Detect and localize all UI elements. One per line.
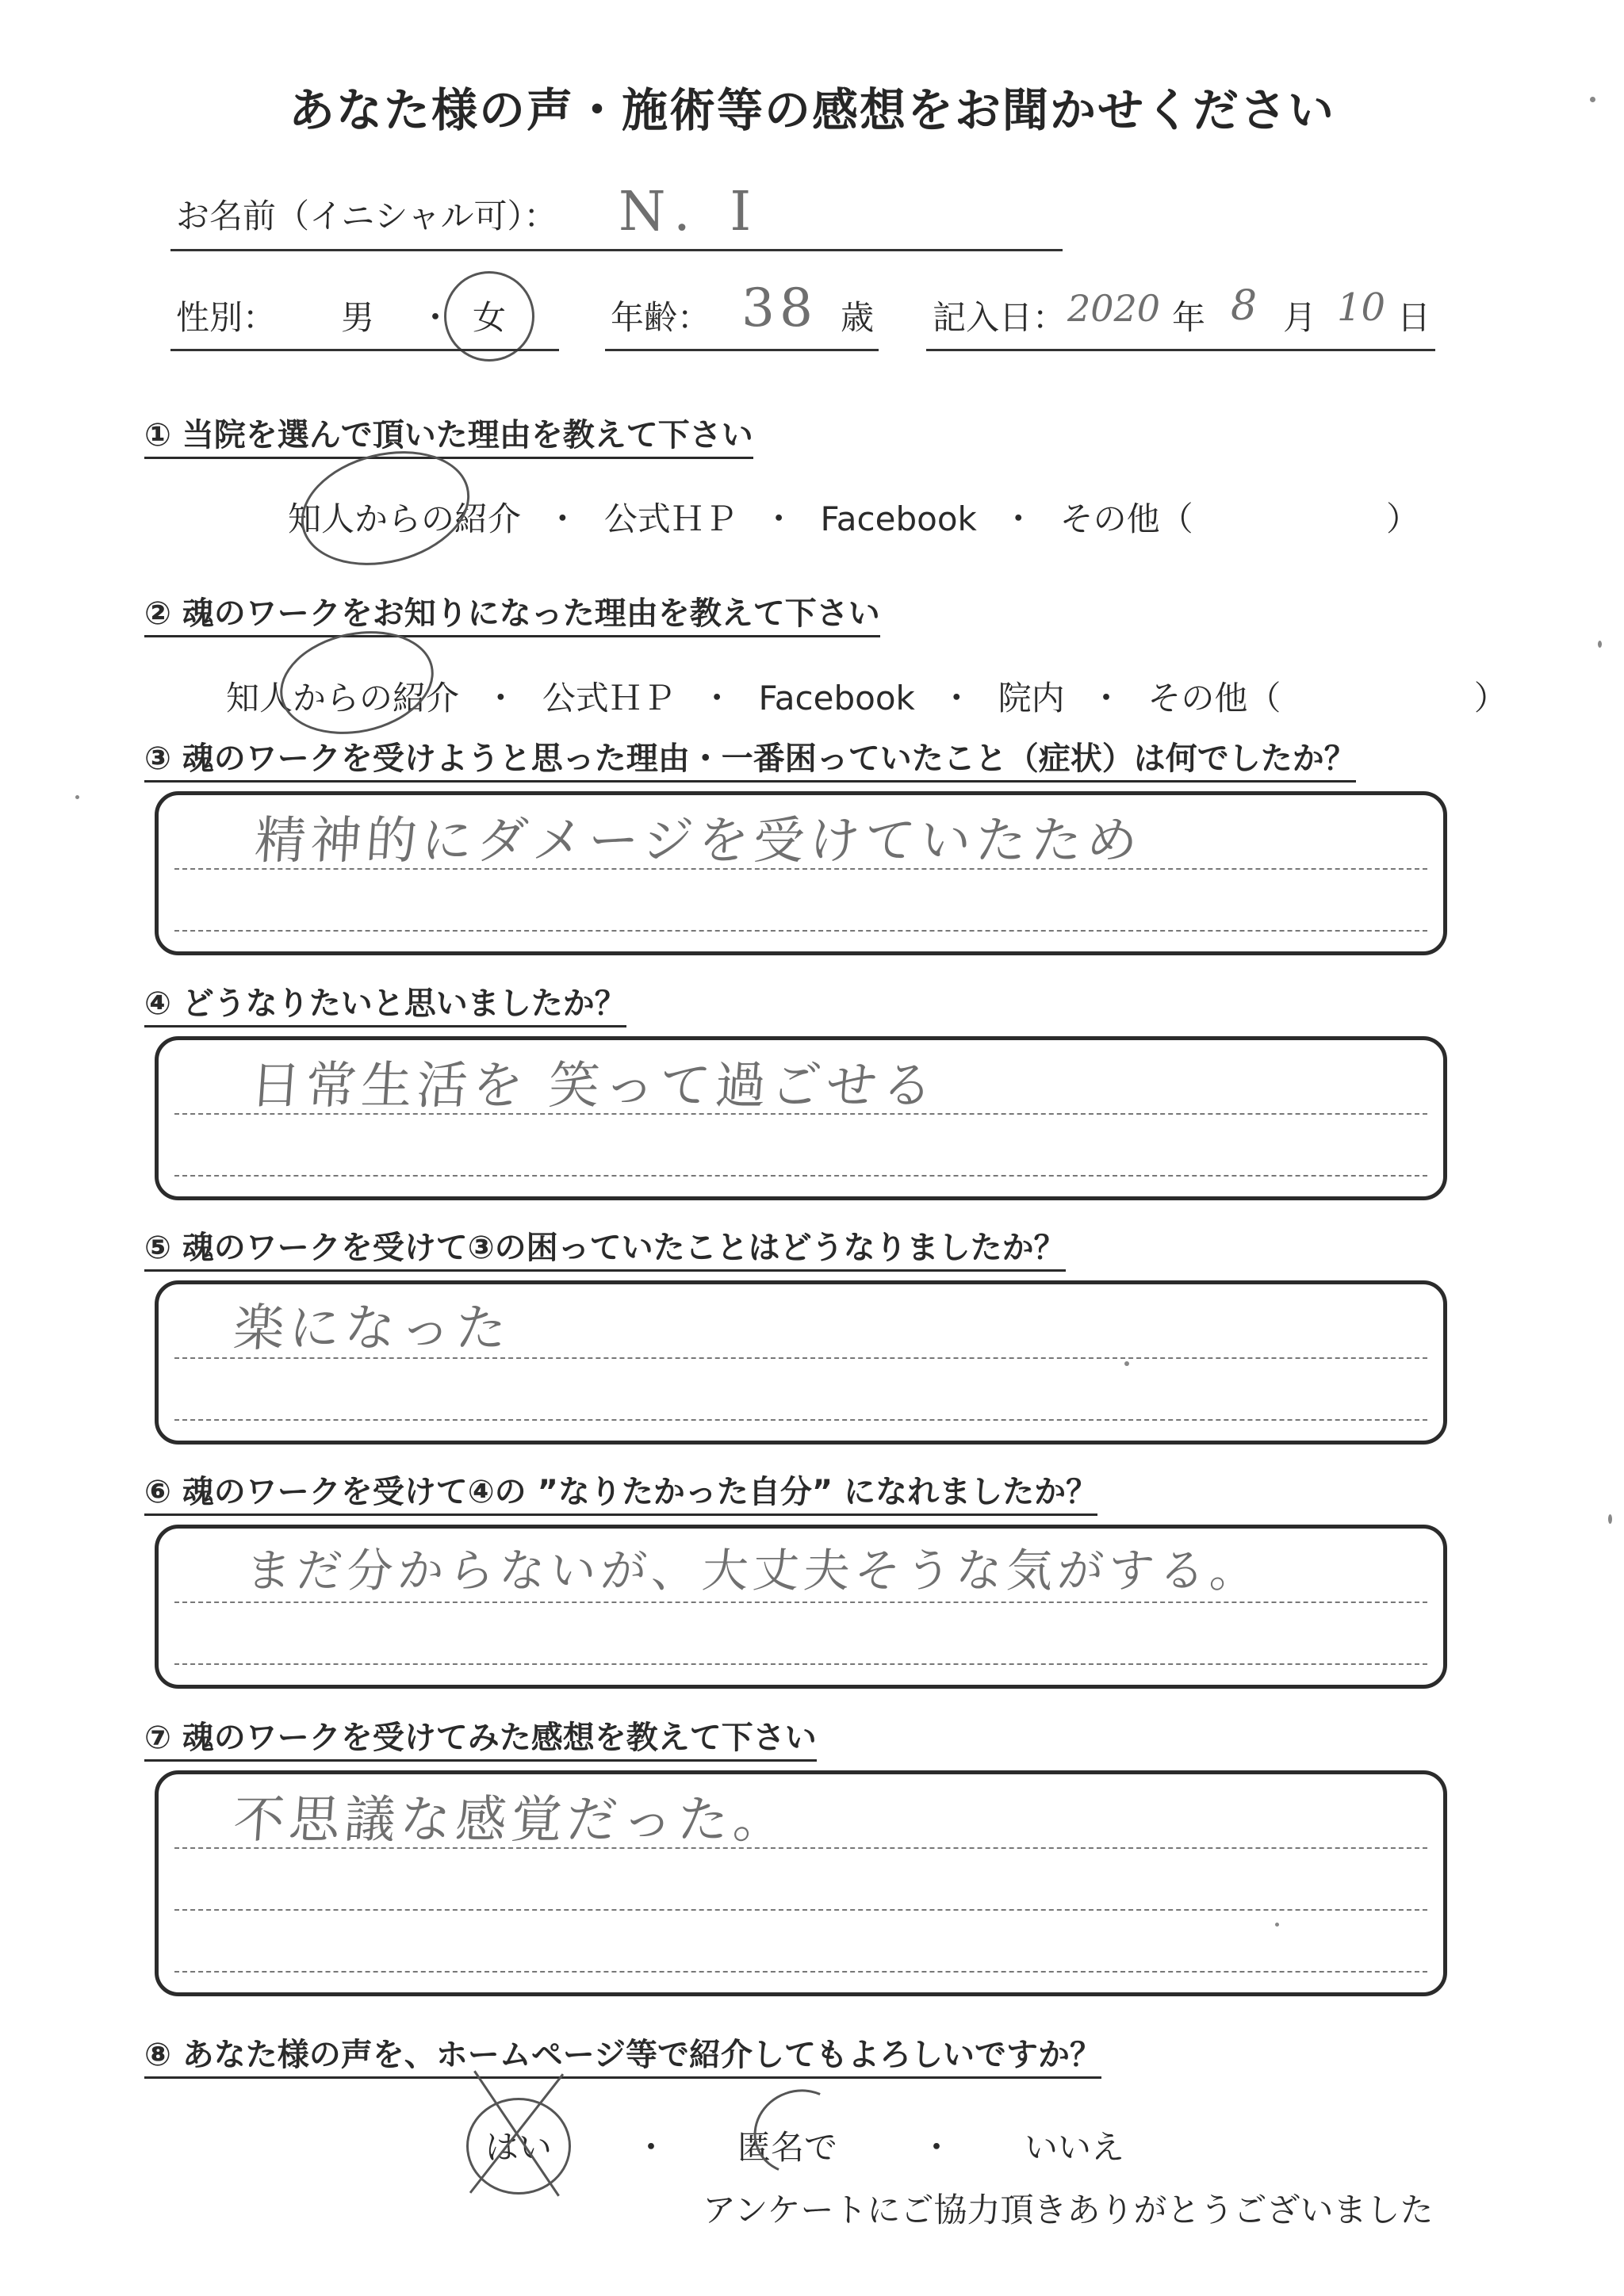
age-underline — [605, 349, 879, 351]
separator-dot: ・ — [1002, 499, 1036, 538]
scan-speck — [75, 795, 79, 799]
q3-answer-box[interactable] — [155, 791, 1447, 955]
age-unit: 歳 — [841, 298, 875, 337]
scan-speck — [1598, 641, 1602, 648]
gender-label: 性別： — [176, 298, 277, 337]
scan-speck — [1124, 1361, 1129, 1366]
age-label: 年齢： — [611, 298, 711, 337]
q1-option-facebook[interactable]: Facebook — [820, 499, 977, 538]
q8-option-no[interactable]: いいえ — [1025, 2128, 1125, 2167]
q8-heading: ⑧ あなた様の声を、ホームページ等で紹介してもよろしいですか？ — [144, 2030, 1101, 2079]
q2-option-other[interactable]: その他（ — [1147, 679, 1281, 718]
q4-answer: 日常生活を 笑って過ごせる — [247, 1057, 940, 1115]
gender-option-male[interactable]: 男 — [341, 298, 375, 337]
writing-line — [174, 1663, 1427, 1665]
date-underline — [926, 349, 1435, 351]
q4-answer-box[interactable] — [155, 1036, 1447, 1200]
date-year-value[interactable]: 2020 — [1067, 287, 1161, 330]
q7-heading: ⑦ 魂のワークを受けてみた感想を教えて下さい — [144, 1712, 817, 1762]
date-label: 記入日： — [933, 298, 1067, 337]
name-underline — [170, 249, 1063, 251]
q5-heading: ⑤ 魂のワークを受けて③の困っていたことはどうなりましたか？ — [144, 1223, 1066, 1272]
q1-heading: ① 当院を選んで頂いた理由を教えて下さい — [144, 410, 753, 459]
writing-line — [174, 1909, 1427, 1911]
name-label: お名前（イニシャル可）： — [176, 197, 557, 235]
q7-answer: 不思議な感覚だった。 — [231, 1791, 791, 1850]
scan-speck — [1590, 97, 1595, 102]
q5-answer-box[interactable] — [155, 1280, 1447, 1445]
gender-separator: ・ — [419, 298, 453, 337]
separator-dot: ・ — [762, 499, 796, 538]
q8-option-yes[interactable]: はい — [485, 2128, 553, 2167]
separator-dot: ・ — [940, 679, 974, 718]
gender-option-female[interactable]: 女 — [473, 298, 507, 337]
q1-option-referral[interactable]: 知人からの紹介 — [288, 499, 522, 538]
q2-option-referral[interactable]: 知人からの紹介 — [226, 679, 460, 718]
date-day-unit: 日 — [1397, 298, 1431, 337]
gender-underline — [170, 349, 559, 351]
q4-heading: ④ どうなりたいと思いましたか？ — [144, 978, 626, 1027]
date-month-value[interactable]: 8 — [1231, 282, 1258, 330]
separator-dot: ・ — [634, 2128, 668, 2167]
q3-heading: ③ 魂のワークを受けようと思った理由・一番困っていたこと（症状）は何でしたか？ — [144, 733, 1356, 783]
separator-dot: ・ — [546, 499, 580, 538]
selected-circle-mark — [444, 271, 534, 362]
date-month-unit: 月 — [1283, 298, 1317, 337]
date-year-unit: 年 — [1172, 298, 1206, 337]
scan-speck — [1275, 1923, 1279, 1927]
q6-heading: ⑥ 魂のワークを受けて④の ”なりたかった自分” になれましたか？ — [144, 1467, 1097, 1516]
q2-option-in-clinic[interactable]: 院内 — [998, 679, 1065, 718]
q2-option-facebook[interactable]: Facebook — [758, 679, 915, 718]
q5-answer: 楽になった — [231, 1299, 514, 1358]
separator-dot: ・ — [920, 2128, 954, 2167]
separator-dot: ・ — [1089, 679, 1123, 718]
date-day-value[interactable]: 10 — [1337, 285, 1386, 330]
writing-line — [174, 930, 1427, 932]
writing-line — [174, 1175, 1427, 1177]
writing-line — [174, 1971, 1427, 1973]
selected-circle-mark — [741, 2076, 856, 2187]
name-value[interactable]: N. I — [619, 181, 763, 243]
writing-line — [174, 1419, 1427, 1421]
q6-answer: まだ分からないが、大丈夫そうな気がする。 — [243, 1544, 1263, 1598]
q1-option-other[interactable]: その他（ — [1059, 499, 1193, 538]
scan-speck — [1608, 1514, 1612, 1524]
q1-other-close: ） — [1385, 499, 1419, 538]
q2-other-close: ） — [1473, 679, 1507, 718]
q3-answer: 精神的にダメージを受けていたため — [252, 812, 1144, 871]
writing-line — [174, 1601, 1427, 1603]
q2-option-website[interactable]: 公式ＨＰ — [542, 679, 676, 718]
q7-answer-box[interactable] — [155, 1770, 1447, 1996]
q8-option-anonymous[interactable]: 匿名で — [737, 2128, 838, 2167]
footer-thanks: アンケートにご協力頂きありがとうございました — [703, 2191, 1434, 2229]
q2-heading: ② 魂のワークをお知りになった理由を教えて下さい — [144, 588, 880, 637]
circle-mark — [466, 2098, 571, 2195]
q6-answer-box[interactable] — [155, 1525, 1447, 1689]
page-title: あなた様の声・施術等の感想をお聞かせください — [288, 83, 1335, 137]
separator-dot: ・ — [700, 679, 734, 718]
age-value[interactable]: 38 — [741, 277, 818, 339]
q1-option-website[interactable]: 公式ＨＰ — [603, 499, 737, 538]
separator-dot: ・ — [484, 679, 518, 718]
